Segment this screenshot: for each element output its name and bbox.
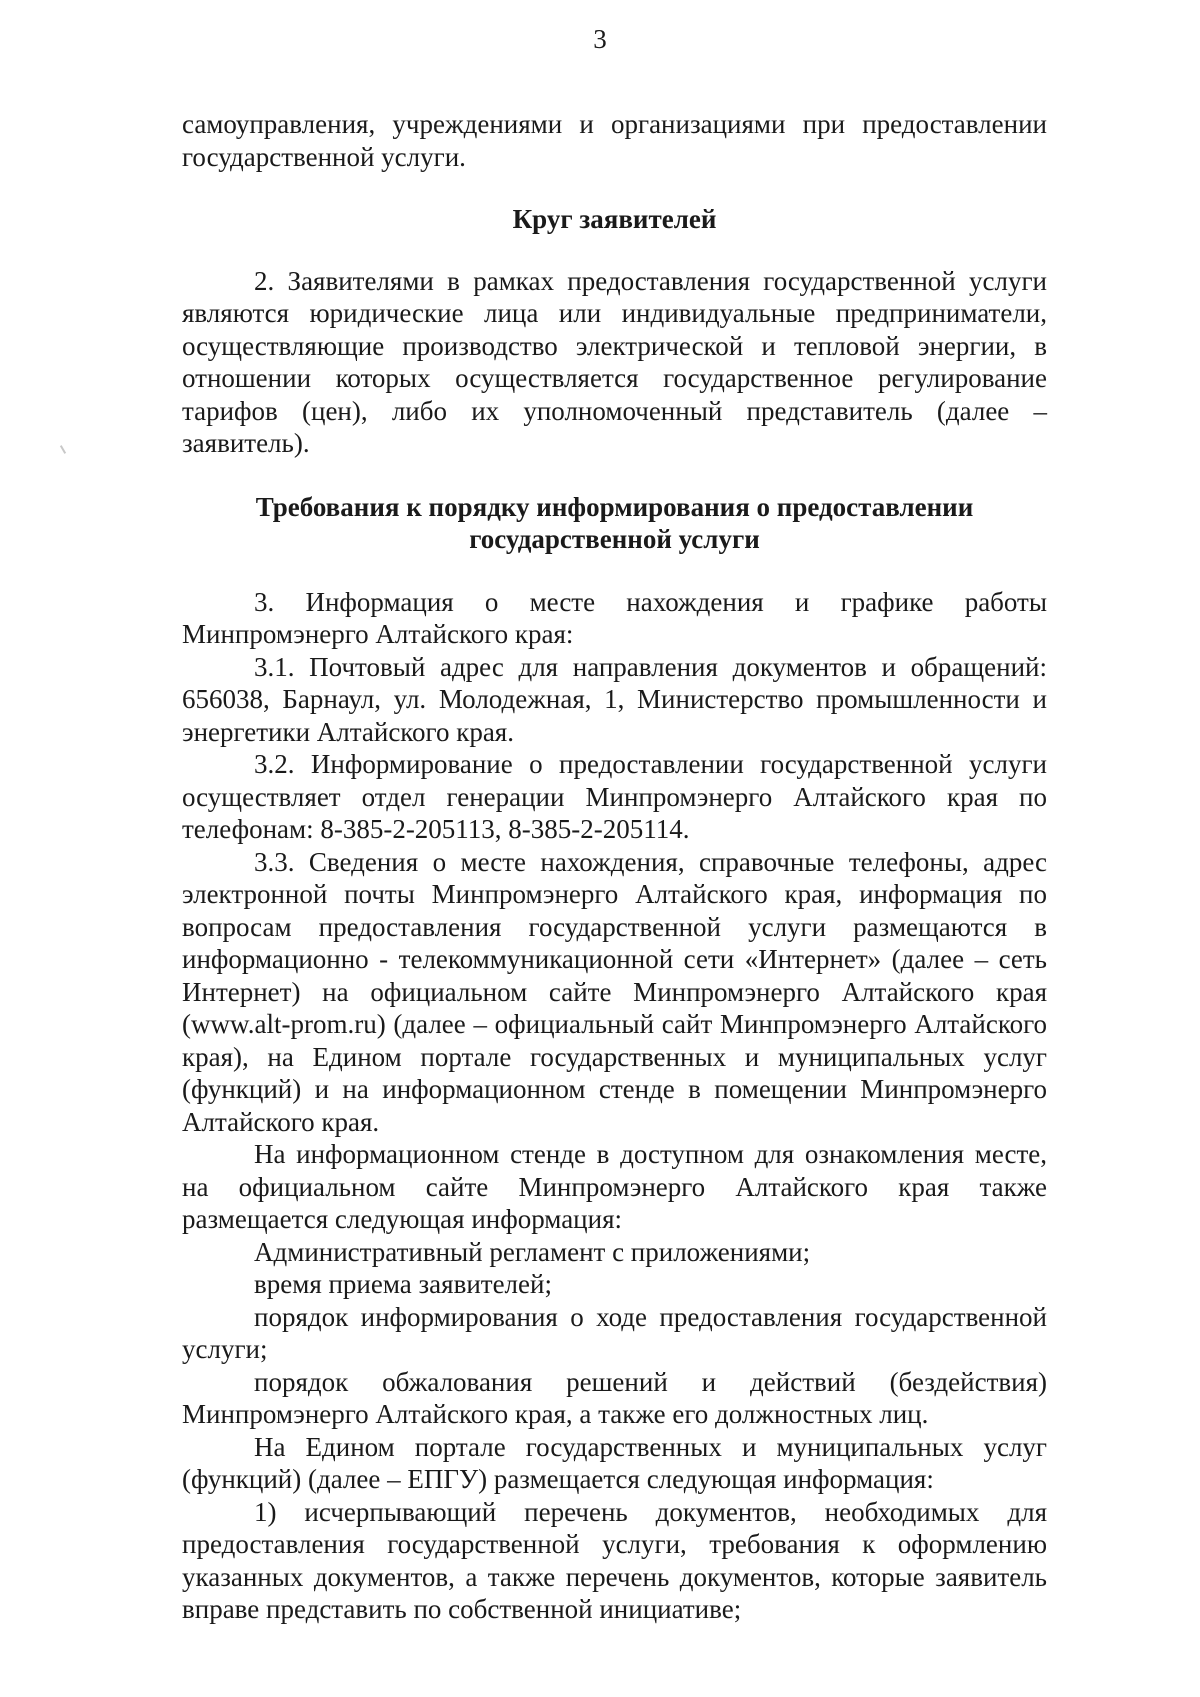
- stand-item-appeal: порядок обжалования решений и действий (бездействия) Минпромэнерго Алтайского края, а также его должностных лиц.: [182, 1366, 1047, 1429]
- paragraph-3-2: 3.2. Информирование о предоставлении государственной услуги осуществляет отдел генерации Минпромэнерго Алтайского края по телефонам: 8-385-2-205113, 8-385-2-205114.: [182, 749, 1047, 844]
- heading-applicants: Круг заявителей: [512, 204, 717, 234]
- stand-intro: На информационном стенде в доступном для ознакомления месте, на официальном сайте Минпромэнерго Алтайского края также размещается следующая информация:: [182, 1139, 1047, 1234]
- paragraph-3: 3. Информация о месте нахождения и графике работы Минпромэнерго Алтайского края:: [182, 586, 1047, 649]
- paragraph-2: 2. Заявителями в рамках предоставления государственной услуги являются юридические лица или индивидуальные предприниматели, осуществляющие производство электрической и тепловой энергии, в отношении которых осуществляется государственное регулирование тарифов (цен), либо их уполномоченный представитель (далее – заявитель).: [182, 265, 1047, 458]
- paragraph-3-1: 3.1. Почтовый адрес для направления документов и обращений: 656038, Барнаул, ул. Молодежная, 1, Министерство промышленности и энергетики Алтайского края.: [182, 651, 1047, 747]
- intro-continuation: самоуправления, учреждениями и организациями при предоставлении государственной услуги.: [182, 109, 1047, 172]
- scan-artifact-mark: [60, 445, 66, 454]
- document-body: [182, 108, 1047, 1626]
- stand-item-regulation: Административный регламент с приложениями;: [254, 1236, 811, 1267]
- paragraph-3-3: 3.3. Сведения о месте нахождения, справочные телефоны, адрес электронной почты Минпромэнерго Алтайского края, информация по вопросам предоставления государственной услуги размещаются в информационно - телекоммуникационной сети «Интернет» (далее – сеть Интернет) на официальном сайте Минпромэнерго Алтайского края (www.alt-prom.ru) (далее – официальный сайт Минпромэнерго Алтайского края), на Едином портале государственных и муниципальных услуг (функций) и на информационном стенде в помещении Минпромэнерго Алтайского края.: [182, 846, 1047, 1137]
- heading-information-requirements: Требования к порядку информирования о предоставлении государственной услуги: [255, 491, 974, 554]
- epgu-intro: На Едином портале государственных и муниципальных услуг (функций) (далее – ЕПГУ) размещается следующая информация:: [182, 1431, 1047, 1494]
- stand-item-progress-info: порядок информирования о ходе предоставления государственной услуги;: [182, 1301, 1047, 1364]
- page-number: 3: [593, 24, 607, 54]
- stand-item-reception-time: время приема заявителей;: [254, 1269, 552, 1299]
- epgu-item-1: 1) исчерпывающий перечень документов, необходимых для предоставления государственной услуги, требования к оформлению указанных документов, а также перечень документов, которые заявитель вправе представить по собственной инициативе;: [182, 1496, 1047, 1624]
